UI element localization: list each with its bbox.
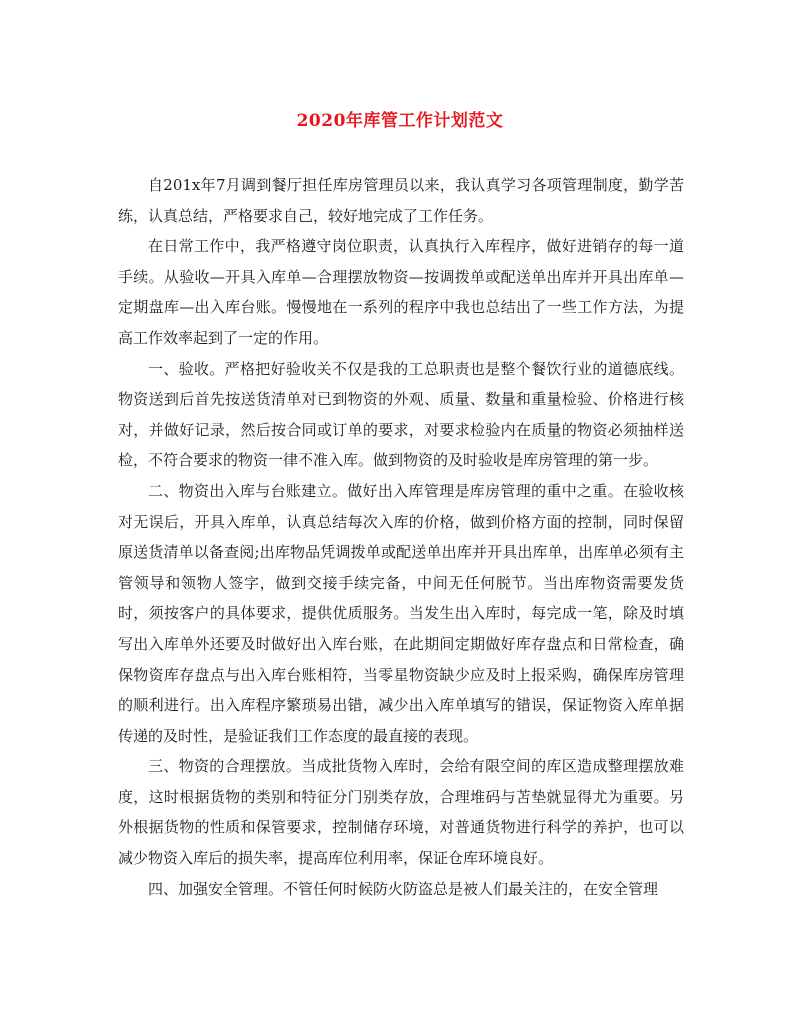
paragraph-inspection: 一、验收。严格把好验收关不仅是我的工总职责也是整个餐饮行业的道德底线。物资送到后首先按送货清单对已到物资的外观、质量、数量和重量检验、价格进行核对，并做好记录，然后按合同或订单的要求，对要求检验内在质量的物资必须抽样送检，不符合要求的物资一律不准入库。做到物资的及时验收是库房管理的第一步。 xyxy=(118,359,684,470)
paragraph-intro: 自201x年7月调到餐厅担任库房管理员以来，我认真学习各项管理制度，勤学苦练，认真总结，严格要求自己，较好地完成了工作任务。 xyxy=(118,176,684,225)
paragraph-inventory-ledger: 二、物资出入库与台账建立。做好出入库管理是库房管理的重中之重。在验收核对无误后，开具入库单，认真总结每次入库的价格，做到价格方面的控制，同时保留原送货清单以备查阅;出库物品凭调拨单或配送单出库并开具出库单，出库单必须有主管领导和领物人签字，做到交接手续完备，中间无任何脱节。当出库物资需要发货时，须按客户的具体要求，提供优质服务。当发生出入库时，每完成一笔，除及时填写出入库单外还要及时做好出入库台账，在此期间定期做好库存盘点和日常检查，确保物资库存盘点与出入库台账相符，当零星物资缺少应及时上报采购，确保库房管理的顺利进行。出入库程序繁琐易出错，减少出入库单填写的错误，保证物资入库单据传递的及时性，是验证我们工作态度的最直接的表现。 xyxy=(118,481,684,745)
document-title: 2020年库管工作计划范文 xyxy=(296,111,504,131)
paragraph-safety-management: 四、加强安全管理。不管任何时候防火防盗总是被人们最关注的，在安全管理 xyxy=(148,879,659,898)
paragraph-daily-work: 在日常工作中，我严格遵守岗位职责，认真执行入库程序，做好进销存的每一道手续。从验收—开具入库单—合理摆放物资—按调拨单或配送单出库并开具出库单—定期盘库—出入库台账。慢慢地在一系列的程序中我也总结出了一些工作方法，为提高工作效率起到了一定的作用。 xyxy=(118,237,684,347)
document-body xyxy=(118,170,684,904)
paragraph-storage-arrangement: 三、物资的合理摆放。当成批货物入库时，会给有限空间的库区造成整理摆放难度，这时根据货物的类别和特征分门别类存放，合理堆码与苫垫就显得尤为重要。另外根据货物的性质和保管要求，控制储存环境，对普通货物进行科学的养护，也可以减少物资入库后的损失率，提高库位利用率，保证仓库环境良好。 xyxy=(118,757,684,868)
